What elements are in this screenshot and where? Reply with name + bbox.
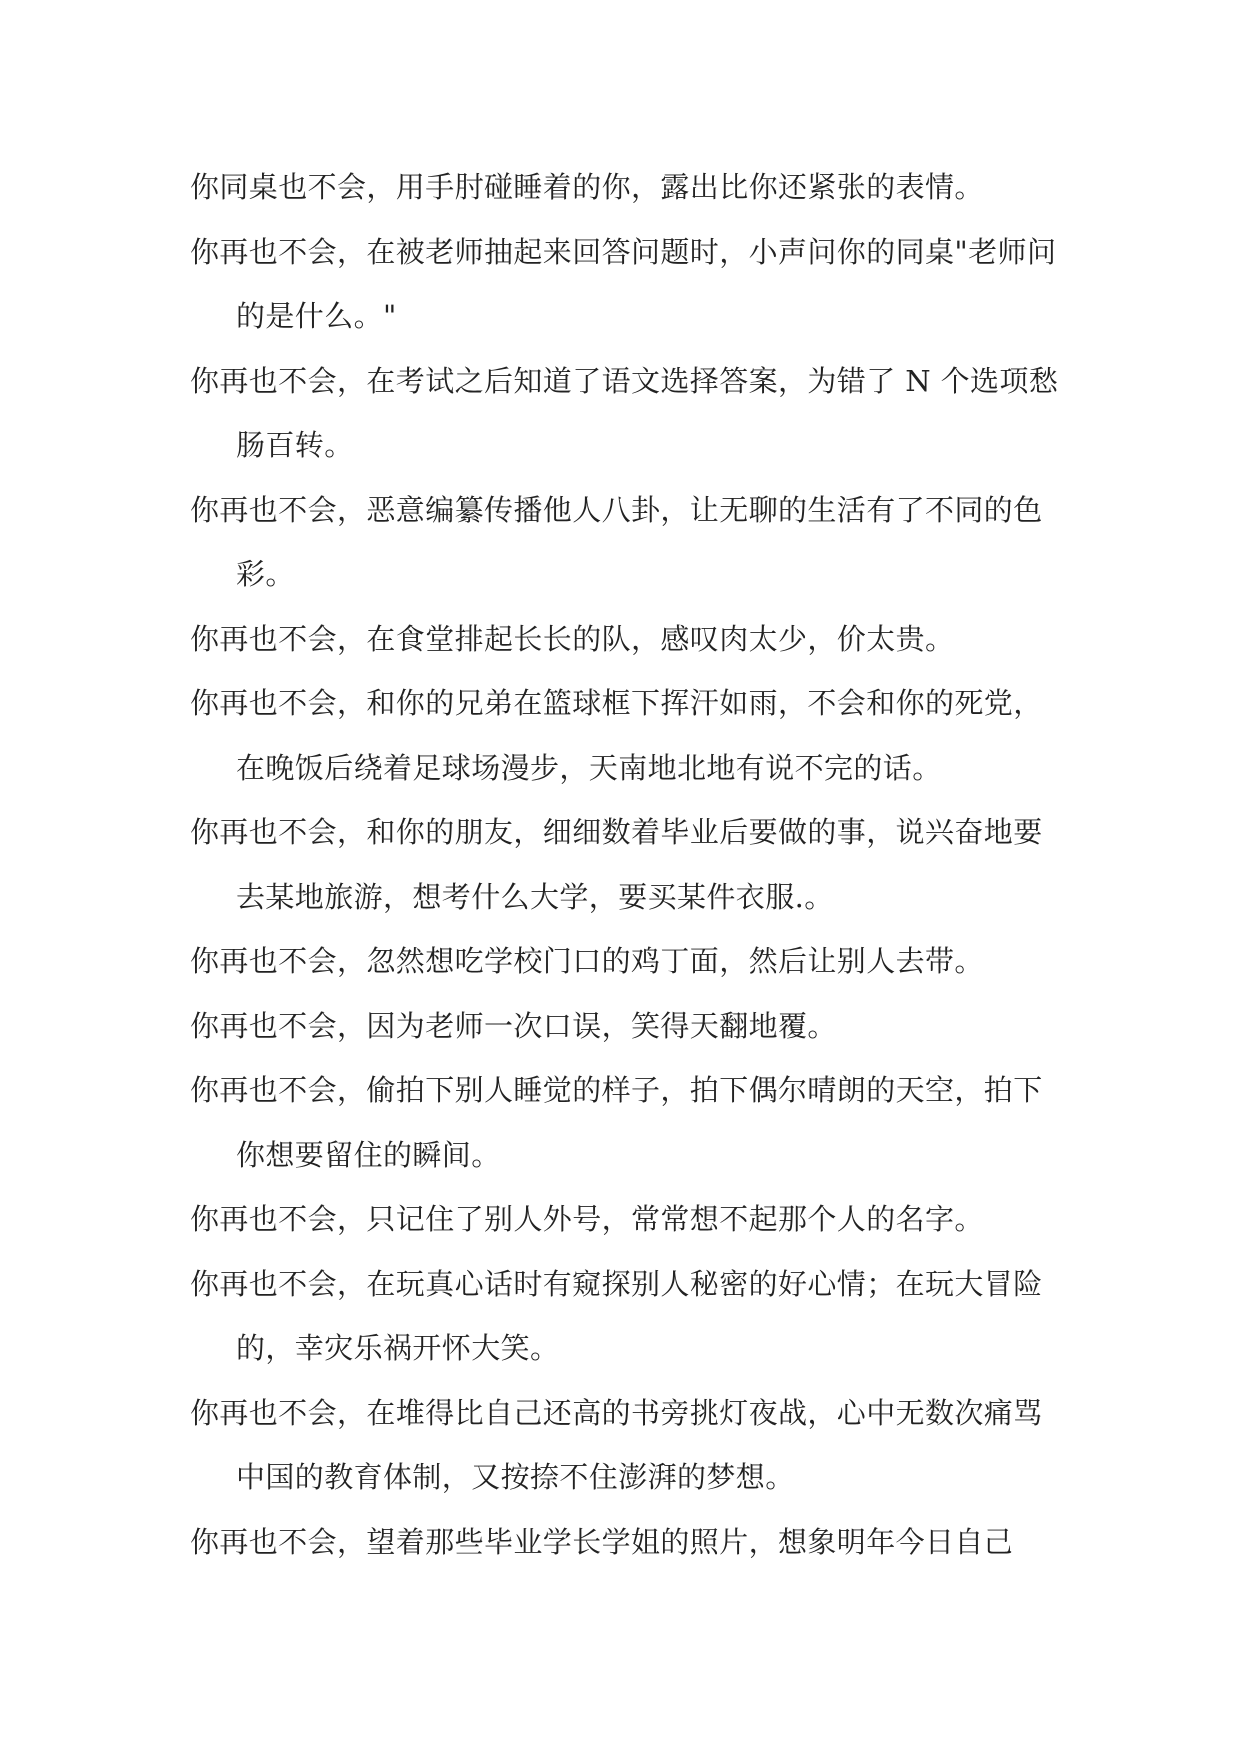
paragraph: 你再也不会，和你的兄弟在篮球框下挥汗如雨，不会和你的死党，在晚饭后绕着足球场漫步，天南地北地有说不完的话。 — [190, 686, 1043, 785]
paragraph: 你再也不会，和你的朋友，细细数着毕业后要做的事，说兴奋地要去某地旅游，想考什么大学，要买某件衣服.。 — [190, 815, 1043, 914]
paragraph: 你再也不会，恶意编纂传播他人八卦，让无聊的生活有了不同的色彩。 — [190, 492, 1043, 591]
paragraph: 你再也不会，忽然想吃学校门口的鸡丁面，然后让别人去带。 — [190, 944, 984, 978]
paragraph: 你再也不会，在堆得比自己还高的书旁挑灯夜战，心中无数次痛骂中国的教育体制，又按捺不住澎湃的梦想。 — [190, 1395, 1043, 1494]
paragraph: 你再也不会，在食堂排起长长的队，感叹肉太少，价太贵。 — [190, 621, 955, 656]
paragraph: 你再也不会，因为老师一次口误，笑得天翻地覆。 — [190, 1008, 837, 1043]
document-body — [190, 155, 1070, 1574]
paragraph: 你再也不会，只记住了别人外号，常常想不起那个人的名字。 — [190, 1202, 984, 1236]
paragraph: 你再也不会，在被老师抽起来回答问题时，小声问你的同桌"老师问的是什么。" — [190, 234, 1057, 333]
paragraph: 你再也不会，偷拍下别人睡觉的样子，拍下偶尔晴朗的天空，拍下你想要留住的瞬间。 — [190, 1073, 1043, 1172]
paragraph: 你再也不会，望着那些毕业学长学姐的照片，想象明年今日自己 — [190, 1524, 1014, 1559]
paragraph: 你再也不会，在考试之后知道了语文选择答案，为错了 N 个选项愁肠百转。 — [190, 363, 1059, 462]
paragraph: 你同桌也不会，用手肘碰睡着的你，露出比你还紧张的表情。 — [190, 170, 984, 204]
paragraph: 你再也不会，在玩真心话时有窥探别人秘密的好心情；在玩大冒险的，幸灾乐祸开怀大笑。 — [190, 1266, 1043, 1365]
